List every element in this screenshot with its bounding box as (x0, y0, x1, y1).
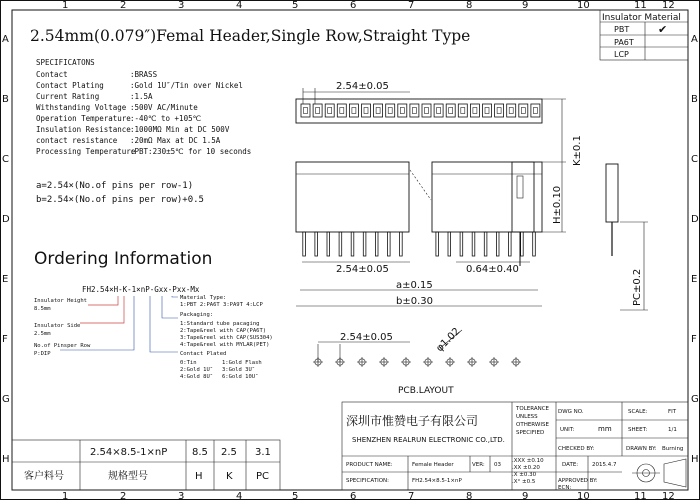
projection-symbol-icon (632, 459, 686, 487)
dim-a: a±0.15 (396, 280, 433, 291)
col-3-bottom: 3 (178, 491, 185, 500)
col-4: 4 (236, 0, 243, 11)
col-12: 12 (662, 0, 675, 11)
pins-value: P:DIP (34, 351, 51, 357)
col-9: 9 (522, 0, 529, 11)
spec-value-6: :20mΩ Max at DC 1.5A (130, 136, 221, 145)
tolerance-0: TOLERANCE (516, 406, 550, 412)
dim-hole: φ1.02 (434, 325, 463, 355)
pin (472, 232, 475, 256)
plating-label: Contact Plated (180, 351, 227, 357)
row-b-right: B (691, 94, 698, 105)
pin (388, 232, 391, 256)
spec-value: FH2.54×8.5-1×nP (412, 478, 462, 484)
pin (303, 232, 306, 256)
product-name-value: Female Header (412, 462, 454, 468)
drawn-by-label: DRAWN BY: (626, 446, 657, 452)
formulas (36, 181, 204, 205)
material-lcp: LCP (614, 50, 629, 59)
date-value: 2015.4.7 (592, 462, 617, 468)
checked-by-label: CHECKED BY: (558, 446, 595, 452)
spec-label-3: Withstanding Voltage (36, 103, 127, 112)
spec-value-7: :PBT:230±5℃ for 10 seconds (130, 147, 252, 156)
dim-k: K±0.1 (572, 135, 583, 166)
scale-label: SCALE: (628, 409, 648, 415)
packaging-4: 4:Tape&reel with MYLAR(PET) (180, 342, 270, 348)
cavity (301, 104, 310, 117)
col-2: 2 (120, 0, 127, 11)
material-table (600, 10, 688, 60)
row-b: B (2, 94, 9, 105)
packaging-2: 2:Tape&reel with CAP(PA6T) (180, 328, 267, 334)
material-pbt: PBT (614, 25, 630, 34)
tol-xx: .XX ±0.20 (512, 465, 540, 471)
col-8: 8 (466, 0, 473, 11)
cavity (349, 104, 358, 117)
tol-x: .X ±0.30 (512, 472, 537, 478)
pin (375, 232, 378, 256)
col-2-bottom: 2 (120, 491, 127, 500)
cavity (507, 104, 516, 117)
plating-3: 3:Gold 3U″ (222, 367, 256, 373)
plating-2: 2:Gold 1U″ (180, 367, 214, 373)
col-7: 7 (408, 0, 415, 11)
pcb-hole (379, 357, 389, 367)
date-label: DATE: (562, 462, 579, 468)
dim-b: b±0.30 (396, 296, 433, 307)
cavity (398, 104, 407, 117)
row-g-right: G (691, 394, 699, 405)
pin (533, 232, 536, 256)
pcb-layout (313, 326, 521, 396)
col-9-bottom: 9 (522, 491, 529, 500)
pin (448, 232, 451, 256)
approved-label: APPROVED BY: (558, 478, 598, 484)
pcb-hole (357, 357, 367, 367)
dim-pc: PC±0.2 (632, 268, 643, 306)
material-type-label: Material Type: (180, 295, 227, 301)
title-block (342, 402, 688, 491)
spec-label-2: Current Rating (36, 92, 100, 101)
dim-h: H±0.10 (552, 185, 563, 224)
cavity (519, 104, 528, 117)
cavity (470, 104, 479, 117)
row-h: H (2, 454, 10, 465)
pin (484, 232, 487, 256)
cavity (325, 104, 334, 117)
packaging-label: Packaging: (180, 312, 214, 318)
col-5: 5 (292, 0, 299, 11)
ver-label: VER: (472, 462, 485, 468)
tolerance-3: SPECIFIED (516, 430, 545, 436)
company-cn: 深圳市惟赞电子有限公司 (346, 414, 479, 428)
plating-1: 1:Gold Flash (222, 360, 262, 366)
col-10-bottom: 10 (577, 491, 590, 500)
col-4-bottom: 4 (236, 491, 243, 500)
col-3: 3 (178, 0, 185, 11)
spec-label-6: contact resistance (36, 136, 118, 145)
cavity (386, 104, 395, 117)
insulator-height-value: 8.5mm (34, 306, 51, 312)
insulator-side-value: 2.5mm (34, 331, 51, 337)
ecn-label: ECN: (558, 485, 572, 491)
plating-6: 6:Gold 10U″ (222, 374, 259, 380)
pcb-hole (423, 357, 433, 367)
material-pa6t: PA6T (614, 38, 634, 47)
pin (496, 232, 499, 256)
col-7-bottom: 7 (408, 491, 415, 500)
dim-top-pitch: 2.54±0.05 (336, 81, 389, 92)
ordering-heading: Ordering Information (34, 249, 213, 269)
dwg-no-label: DWG NO. (558, 409, 584, 415)
cavity (337, 104, 346, 117)
pin (460, 232, 463, 256)
pcb-hole (313, 357, 323, 367)
cavity (410, 104, 419, 117)
model-table (12, 440, 280, 490)
cavity (531, 104, 540, 117)
row-e: E (2, 274, 9, 285)
tolerance-2: OTHERWISE (516, 422, 549, 428)
spec-label-5: Insulation Resistance (36, 125, 131, 134)
model-k-value: 2.5 (221, 447, 237, 458)
scale-value: FIT (668, 409, 677, 415)
row-e-right: E (691, 274, 698, 285)
cavity (434, 104, 443, 117)
material-table-header: Insulator Material (602, 13, 681, 23)
pcb-hole (445, 357, 455, 367)
col-11: 11 (634, 0, 647, 11)
drawing-title: 2.54mm(0.079″)Femal Header,Single Row,Straight Type (30, 27, 471, 45)
pin (436, 232, 439, 256)
insulator-side-label: Insulator Side (34, 323, 81, 329)
pcb-hole (489, 357, 499, 367)
model-pc-value: 3.1 (255, 447, 271, 458)
sheet-label: SHEET: (628, 427, 648, 433)
ordering-code: FH2.54×H-K-1×nP-Gxx-Pxx-Mx (82, 285, 200, 294)
product-name-label: PRODUCT NAME: (346, 462, 393, 468)
tol-deg: .X° ±0.5 (512, 479, 536, 485)
cavity (374, 104, 383, 117)
col-6-bottom: 6 (350, 491, 357, 500)
row-d: D (2, 214, 10, 225)
label-customer: 客户料号 (24, 471, 64, 482)
col-10: 10 (577, 0, 590, 11)
pin (351, 232, 354, 256)
dim-bottom-pitch: 2.54±0.05 (336, 264, 389, 275)
pcb-hole (511, 357, 521, 367)
pin (327, 232, 330, 256)
model-h-value: 8.5 (192, 447, 208, 458)
cavity (483, 104, 492, 117)
label-model: 规格型号 (108, 471, 148, 482)
pin (315, 232, 318, 256)
tolerance-1: UNLESS (516, 414, 538, 420)
row-c: C (2, 154, 9, 165)
col-1: 1 (62, 0, 69, 11)
cavity (313, 104, 322, 117)
col-k: K (226, 471, 233, 482)
tol-xxx: .XXX ±0.10 (512, 458, 544, 464)
plating-0: 0:Tin (180, 360, 197, 366)
spec-label-7: Processing Temperature (36, 147, 136, 156)
cavity (446, 104, 455, 117)
row-c-right: C (691, 154, 698, 165)
pin (521, 232, 524, 256)
spec-value-1: :Gold 1U″/Tin over Nickel (130, 81, 243, 90)
pins-label: No.of Pinsper Row (34, 343, 91, 349)
ver-value: 03 (494, 462, 501, 468)
dim-pcb-pitch: 2.54±0.05 (340, 332, 393, 343)
cavity (362, 104, 371, 117)
packaging-3: 3:Tape&reel with CAP(SUS304) (180, 335, 273, 341)
pin (363, 232, 366, 256)
ordering-information (34, 249, 273, 380)
col-8-bottom: 8 (466, 491, 473, 500)
pcb-layout-label: PCB.LAYOUT (398, 386, 454, 396)
plating-4: 4:Gold 8U″ (180, 374, 214, 380)
pcb-hole (467, 357, 477, 367)
cavity (495, 104, 504, 117)
cavity (422, 104, 431, 117)
col-h: H (195, 471, 203, 482)
spec-value-0: :BRASS (130, 70, 158, 79)
col-pc: PC (256, 471, 270, 482)
pcb-hole (401, 357, 411, 367)
spec-value-4: :-40℃ to +105℃ (130, 114, 202, 123)
col-6: 6 (350, 0, 357, 11)
spec-label-1: Contact Plating (36, 81, 104, 90)
col-1-bottom: 1 (62, 491, 69, 500)
sheet-value: 1/1 (668, 427, 677, 433)
pcb-hole (335, 357, 345, 367)
pin (339, 232, 342, 256)
row-h-right: H (691, 454, 699, 465)
unit-label: UNIT: (560, 427, 575, 433)
row-f-right: F (691, 334, 697, 345)
cavity (458, 104, 467, 117)
packaging-1: 1:Standard tube pacaging (180, 321, 260, 327)
col-12-bottom: 12 (662, 491, 675, 500)
row-g: G (2, 394, 10, 405)
spec-label-0: Contact (36, 70, 68, 79)
spec-label: SPECIFICATION: (346, 478, 389, 484)
row-a: A (2, 34, 9, 45)
model-value: 2.54×8.5-1×nP (90, 447, 168, 458)
col-5-bottom: 5 (292, 491, 299, 500)
unit-value: mm (598, 425, 612, 433)
front-view (296, 99, 583, 307)
formula-a: a=2.54×(No.of pins per row-1) (36, 181, 194, 191)
row-f: F (2, 334, 8, 345)
drawn-by-value: Burning (662, 446, 684, 452)
formula-b: b=2.54×(No.of pins per row)+0.5 (36, 195, 204, 205)
row-a-right: A (691, 34, 698, 45)
top-view (296, 81, 542, 123)
spec-value-3: :500V AC/Minute (130, 103, 198, 112)
dim-pin-width: 0.64±0.40 (466, 264, 519, 275)
material-pbt-check-icon: ✔ (658, 23, 668, 36)
material-type-value: 1:PBT 2:PA6T 3:PA9T 4:LCP (180, 302, 263, 308)
company-en: SHENZHEN REALRUN ELECTRONIC CO.,LTD. (352, 436, 505, 444)
spec-value-5: :1000MΩ Min at DC 500V (130, 125, 230, 134)
pin (400, 232, 403, 256)
insulator-height-label: Insulator Height (34, 298, 87, 304)
spec-heading: SPECIFICATONS (36, 58, 95, 67)
spec-value-2: :1.5A (130, 92, 153, 101)
col-11-bottom: 11 (634, 491, 647, 500)
row-d-right: D (691, 214, 699, 225)
specifications (36, 58, 251, 156)
pin (509, 232, 512, 256)
spec-label-4: Operation Temperature (36, 114, 131, 123)
